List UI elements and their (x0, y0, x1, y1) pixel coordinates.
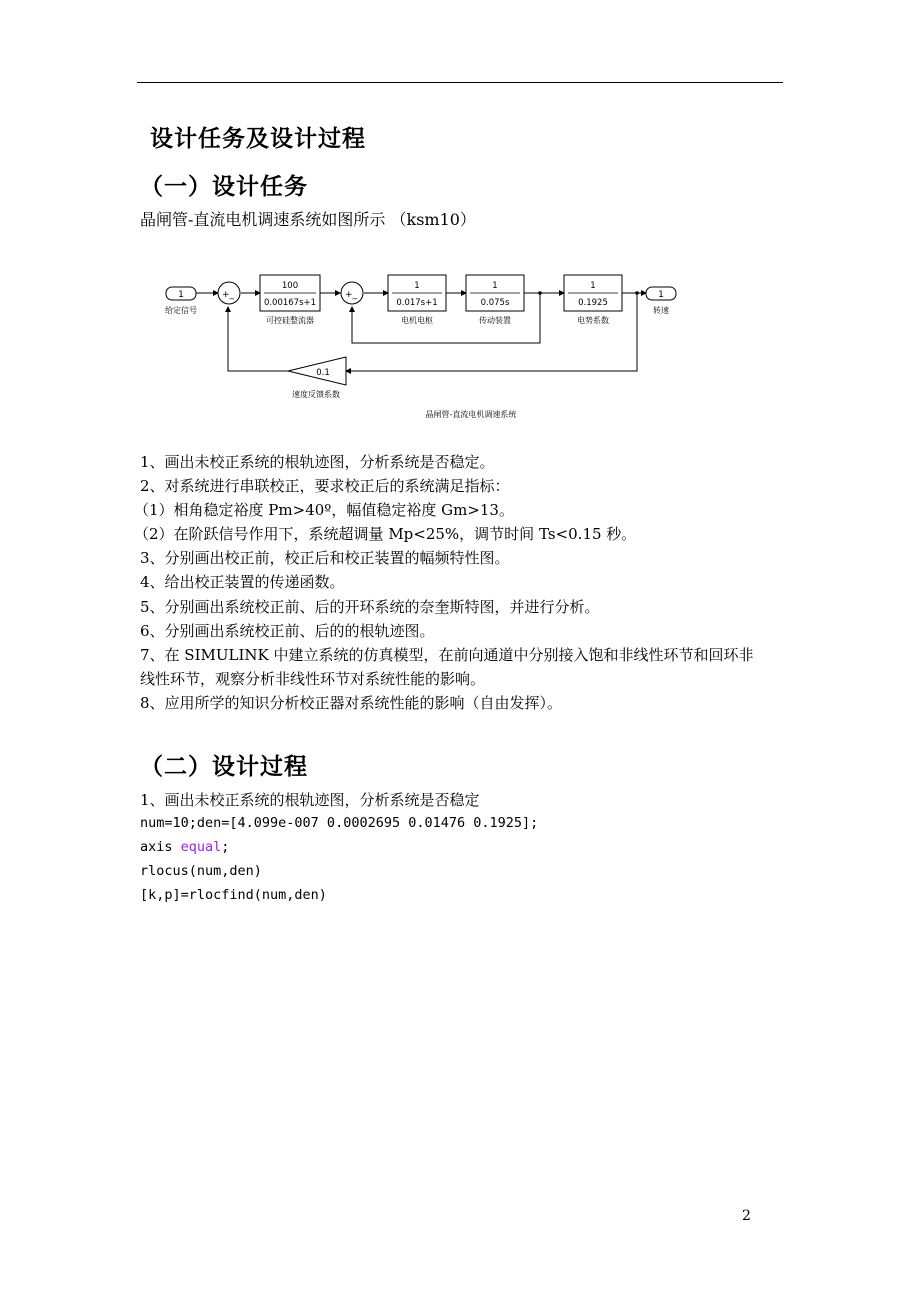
task-item: 3、分别画出校正前，校正后和校正装置的幅频特性图。 (140, 549, 510, 567)
task-item: 6、分别画出系统校正前、后的的根轨迹图。 (140, 622, 435, 640)
code-line: [k,p]=rlocfind(num,den) (140, 887, 327, 903)
block-armature-denominator: 0.017s+1 (396, 298, 438, 308)
block-armature-label: 电机电枢 (401, 316, 433, 325)
block-rectifier-denominator: 0.00167s+1 (263, 298, 317, 308)
page-number: 2 (742, 1208, 751, 1224)
page-title: 设计任务及设计过程 (150, 125, 366, 152)
block-rectifier-label: 可控硅整流器 (266, 316, 314, 325)
block-transmission-label: 传动装置 (479, 316, 511, 325)
sum-1-signs: +_ (221, 290, 235, 300)
block-diagram (140, 255, 700, 425)
input-label: 给定信号 (165, 306, 197, 315)
task-item: 4、给出校正装置的传递函数。 (140, 573, 345, 591)
code-line: num=10;den=[4.099e-007 0.0002695 0.01476 0.1925]; (140, 815, 539, 831)
task-item: 7、在 SIMULINK 中建立系统的仿真模型，在前向通道中分别接入饱和非线性环节和回环非 (140, 646, 754, 664)
code-text: ; (221, 839, 230, 855)
task-item: 8、应用所学的知识分析校正器对系统性能的影响（自由发挥）。 (140, 694, 563, 712)
block-emf-denominator: 0.1925 (578, 298, 608, 308)
task-item: （1）相角稳定裕度 Pm>40º，幅值稳定裕度 Gm>13。 (134, 501, 514, 519)
header-rule (137, 82, 783, 83)
code-text: axis (140, 839, 181, 855)
output-label: 转速 (653, 306, 669, 315)
block-emf-label: 电势系数 (577, 316, 609, 325)
code-line: rlocus(num,den) (140, 863, 262, 879)
task-item: 2、对系统进行串联校正，要求校正后的系统满足指标： (140, 477, 510, 495)
task-item: 线性环节，观察分析非线性环节对系统性能的影响。 (140, 670, 486, 688)
section2-heading: （二）设计过程 (140, 753, 308, 780)
diagram-caption: 晶闸管-直流电机调速系统 (425, 410, 517, 419)
code-line (140, 837, 229, 857)
gain-value: 0.1 (316, 368, 330, 378)
code-keyword: equal (180, 839, 222, 855)
task-item: 5、分别画出系统校正前、后的开环系统的奈奎斯特图，并进行分析。 (140, 598, 600, 616)
section1-heading: （一）设计任务 (140, 173, 308, 200)
section2-step1: 1、画出未校正系统的根轨迹图，分析系统是否稳定 (140, 791, 480, 809)
input-port-number: 1 (178, 290, 184, 300)
block-armature-numerator: 1 (414, 281, 420, 291)
task-item: 1、画出未校正系统的根轨迹图，分析系统是否稳定。 (140, 453, 495, 471)
block-rectifier-numerator: 100 (281, 281, 299, 291)
block-emf-numerator: 1 (590, 281, 596, 291)
block-transmission-numerator: 1 (492, 281, 498, 291)
gain-label: 速度反馈系数 (292, 390, 340, 399)
section1-intro: 晶闸管-直流电机调速系统如图所示 （ksm10） (140, 210, 476, 229)
block-transmission-denominator: 0.075s (480, 298, 510, 308)
task-item: （2）在阶跃信号作用下，系统超调量 Mp<25%，调节时间 Ts<0.15 秒。 (134, 525, 637, 543)
sum-2-signs: +_ (344, 290, 358, 300)
output-port-number: 1 (658, 290, 664, 300)
